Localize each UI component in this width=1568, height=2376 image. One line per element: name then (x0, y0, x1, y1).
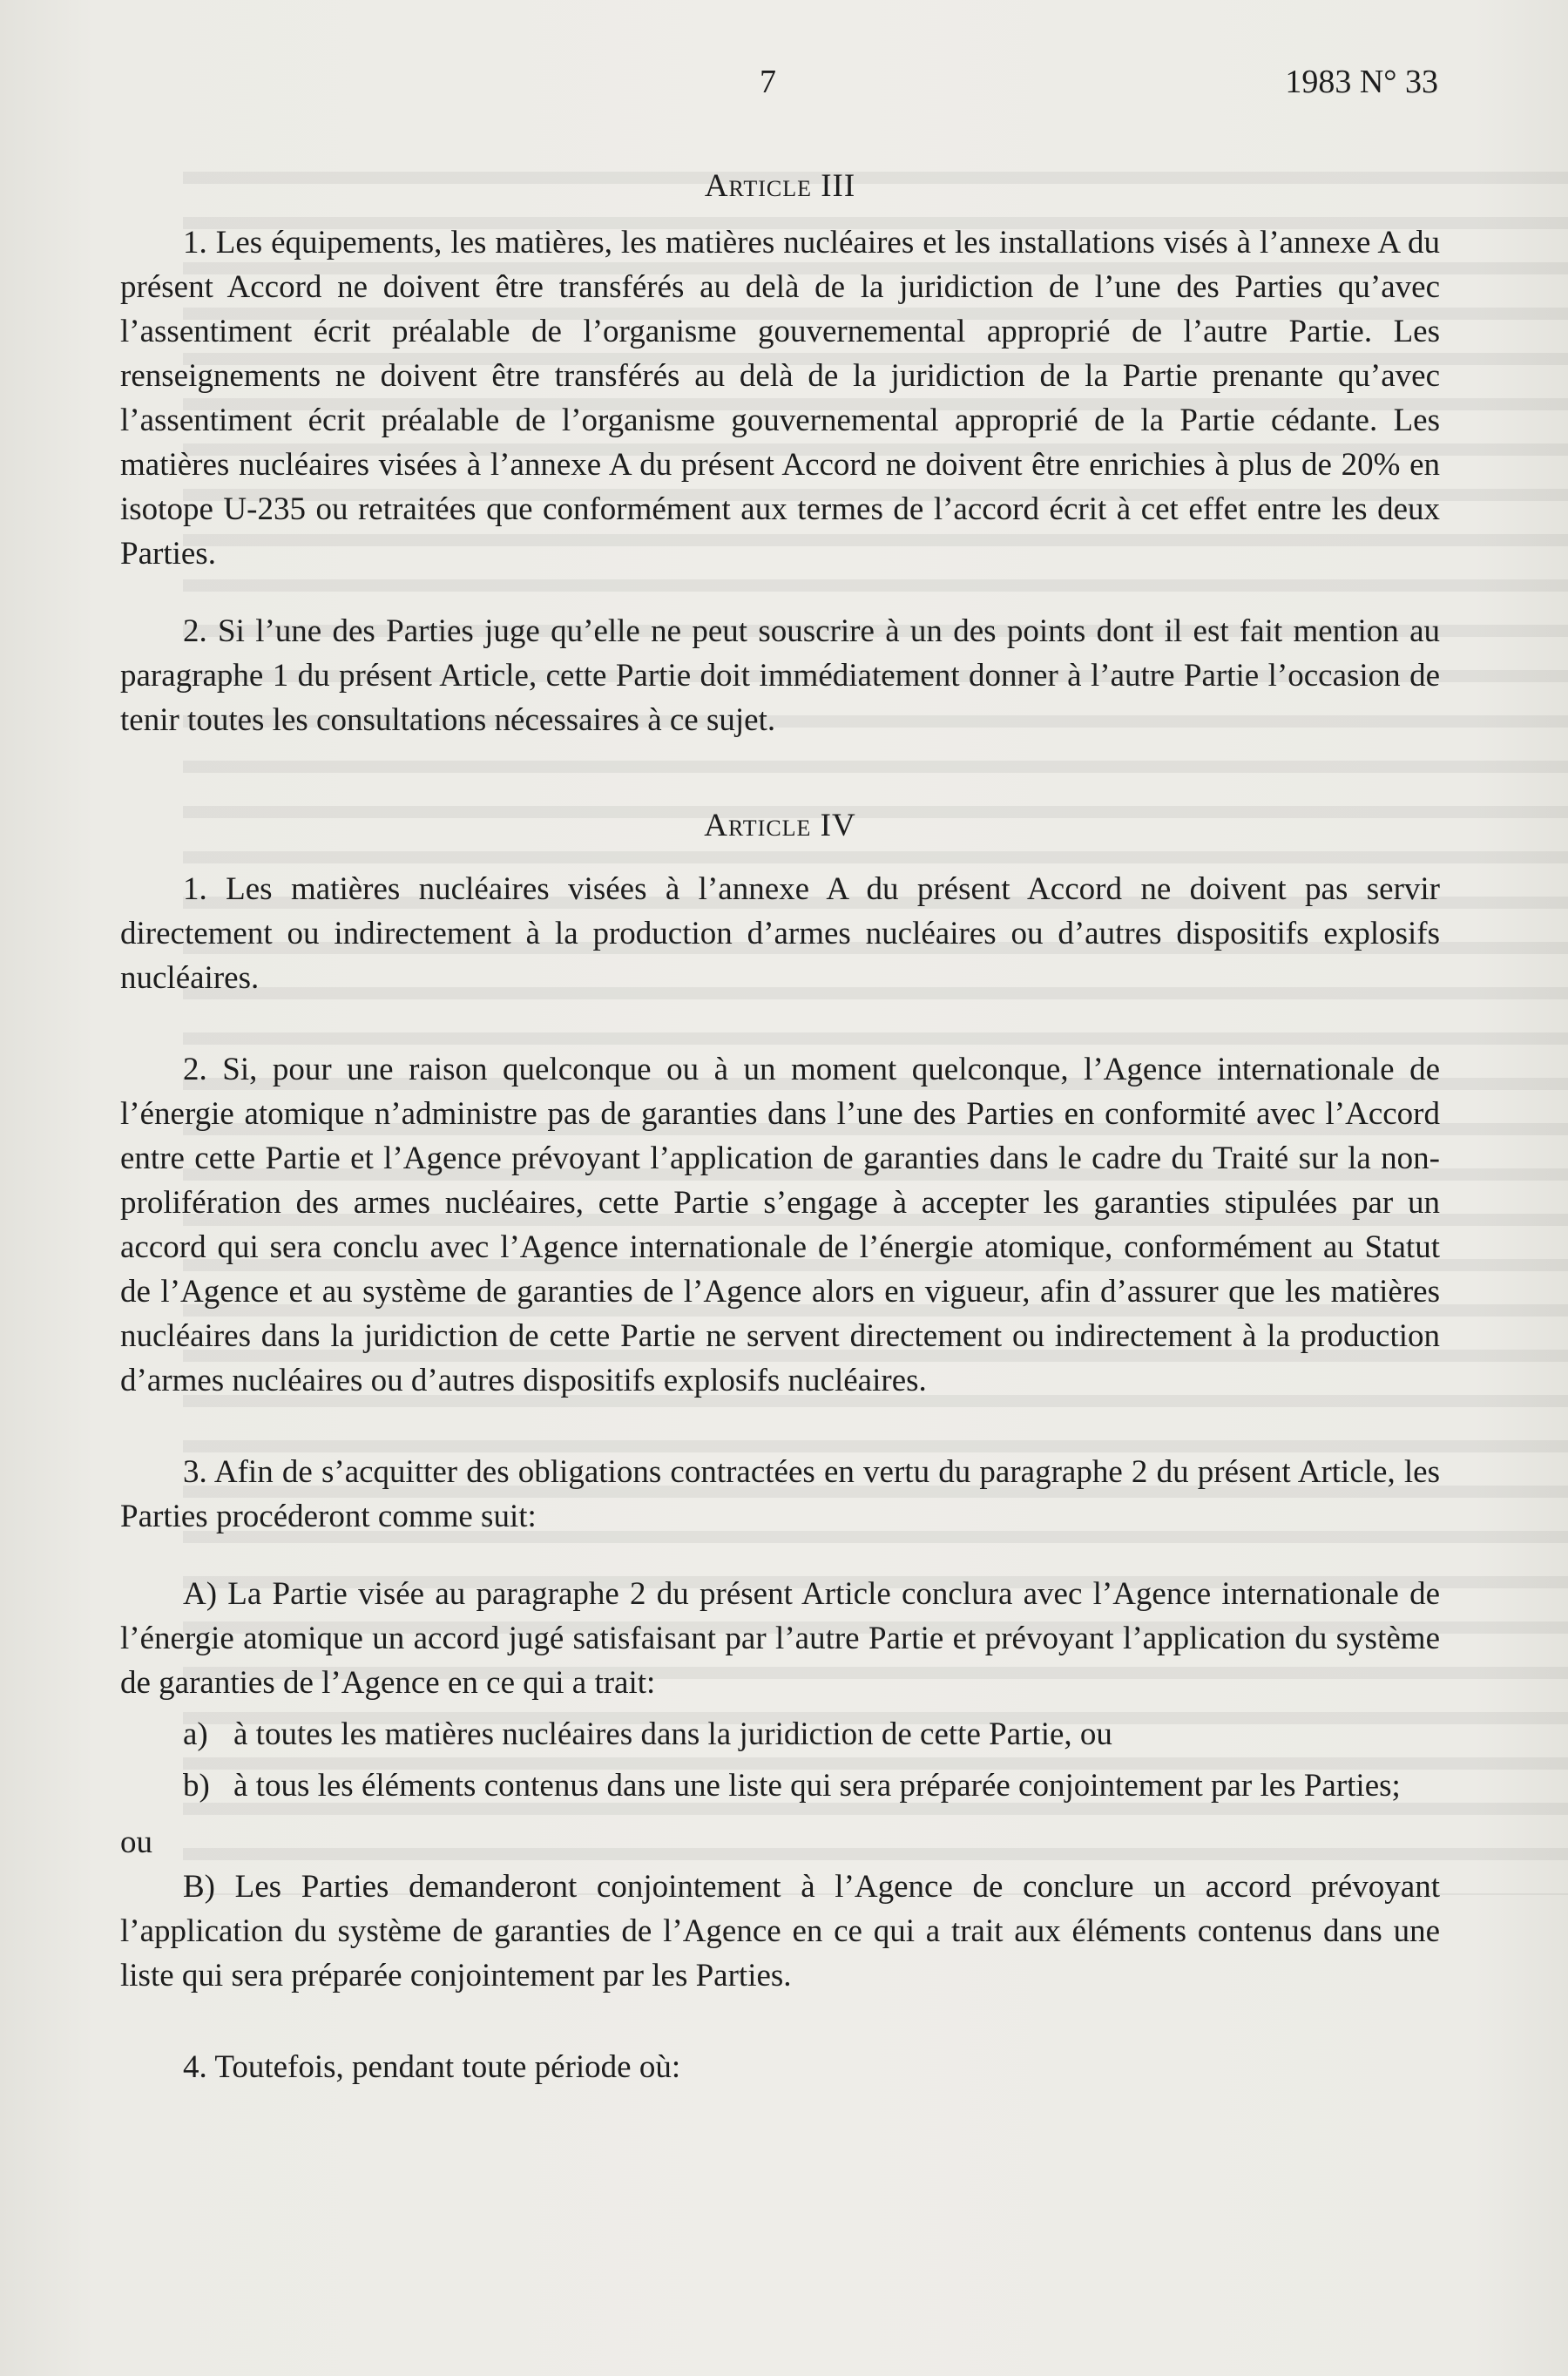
list-item-a (120, 1712, 1440, 1757)
list-item-b-text: à tous les éléments contenus dans une liste qui sera préparée conjointement par les Parties; (233, 1768, 1401, 1804)
page-header (0, 63, 1568, 106)
list-item-a-text: à toutes les matières nucléaires dans la juridiction de cette Partie, ou (233, 1716, 1112, 1752)
article-4-paragraph-3: 3. Afin de s’acquitter des obligations contractées en vertu du paragraphe 2 du présent Article, les Parties procéderont comme suit: (120, 1454, 1440, 1534)
article-4-paragraph-4: 4. Toutefois, pendant toute période où: (183, 2049, 681, 2085)
article-3-paragraph-1: 1. Les équipements, les matières, les matières nucléaires et les installations visés à l’annexe A du présent Accord ne doivent être transférés au delà de la juridiction de l’une des Parties qu’avec l’assentiment écrit préalable de l’organisme gouvernemental approprié de l’autre Partie. Les renseignements ne doivent être transférés au delà de la juridiction de la Partie prenante qu’avec l’assentiment écrit préalable de l’organisme gouvernemental approprié de la Partie cédante. Les matières nucléaires visées à l’annexe A du présent Accord ne doivent être enrichies à plus de 20% en isotope U-235 ou retraitées que conformément aux termes de l’accord écrit à cet effet entre les deux Parties. (120, 225, 1440, 572)
page-number: 7 (760, 64, 776, 100)
article-4-paragraph-2: 2. Si, pour une raison quelconque ou à un moment quelconque, l’Agence internationale de l’énergie atomique n’administre pas de garanties dans l’une des Parties en conformité avec l’Accord entre cette Partie et l’Agence prévoyant l’application de garanties dans le cadre du Traité sur la non-prolifération des armes nucléaires, cette Partie s’engage à accepter les garanties stipulées par un accord qui sera conclu avec l’Agence internationale de l’énergie atomique, conformément au Statut de l’Agence et au système de garanties de l’Agence alors en vigueur, afin d’assurer que les matières nucléaires dans la juridiction de cette Partie ne servent directement ou indirectement à la production d’armes nucléaires ou d’autres dispositifs explosifs nucléaires. (120, 1052, 1440, 1398)
article-3-paragraph-2: 2. Si l’une des Parties juge qu’elle ne peut souscrire à un des points dont il est fait mention au paragraphe 1 du présent Article, cette Partie doit immédiatement donner à l’autre Partie l’occasion de tenir toutes les consultations nécessaires à ce sujet. (120, 613, 1440, 738)
document-body (120, 164, 1440, 2089)
list-item-b (120, 1763, 1440, 1808)
list-item-b-label: b) (183, 1768, 210, 1804)
article-4-paragraph-b: B) Les Parties demanderont conjointement à l’Agence de conclure un accord prévoyant l’application du système de garanties de l’Agence en ce qui a trait aux éléments contenus dans une liste qui sera préparée conjointement par les Parties. (120, 1869, 1440, 1994)
conjunction-ou: ou (120, 1824, 152, 1860)
issue-number: 1983 N° 33 (1285, 64, 1438, 100)
list-item-a-label: a) (183, 1716, 208, 1752)
article-3-heading: Article III (704, 168, 856, 204)
article-4-heading: Article IV (704, 808, 856, 843)
article-4-paragraph-1: 1. Les matières nucléaires visées à l’annexe A du présent Accord ne doivent pas servir directement ou indirectement à la production d’armes nucléaires ou d’autres dispositifs explosifs nucléaires. (120, 871, 1440, 996)
article-4-paragraph-a: A) La Partie visée au paragraphe 2 du présent Article conclura avec l’Agence internationale de l’énergie atomique un accord jugé satisfaisant par l’autre Partie et prévoyant l’application du système de garanties de l’Agence en ce qui a trait: (120, 1576, 1440, 1701)
